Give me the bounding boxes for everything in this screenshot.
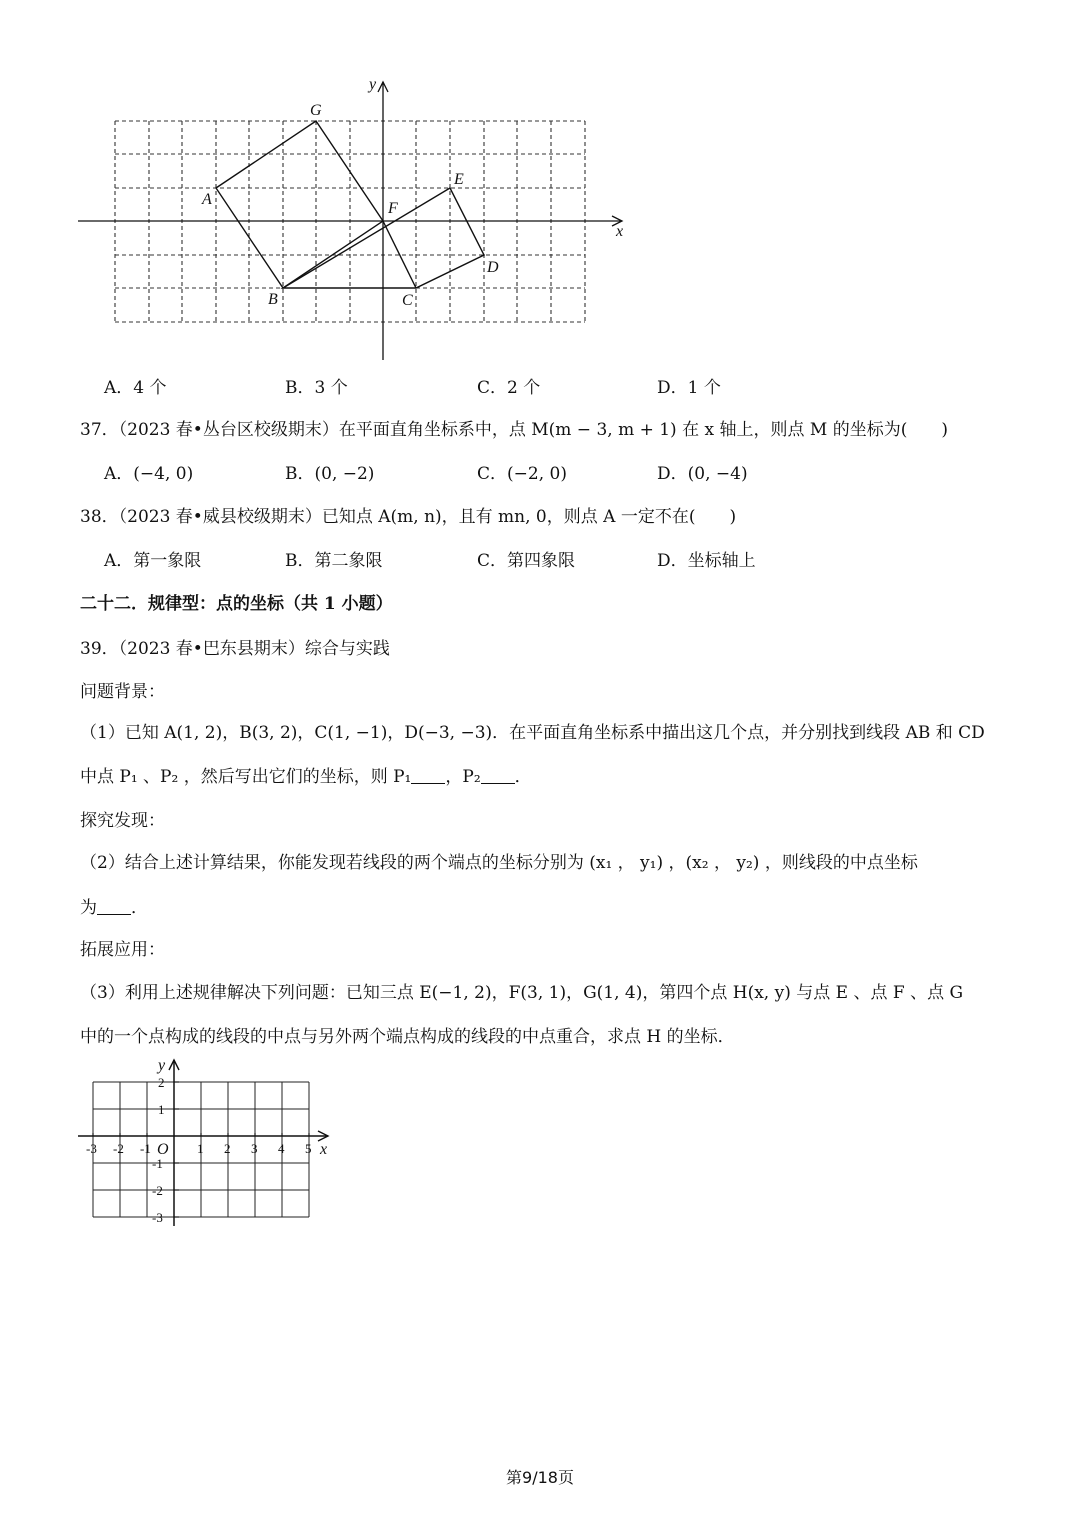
fig1-point-c: C	[402, 292, 413, 309]
q36-option-c[interactable]: C．2 个	[477, 378, 541, 398]
fig2-x-tick-label: -2	[113, 1141, 124, 1156]
fig1-point-f: F	[388, 200, 398, 217]
fig2-origin-label: O	[157, 1141, 169, 1158]
section-title: 二十二．规律型：点的坐标（共 1 小题）	[80, 594, 393, 614]
q36-option-a[interactable]: A．4 个	[104, 378, 167, 398]
fig2-y-tick-label: 2	[158, 1075, 165, 1090]
fig2-y-tick-label: -3	[152, 1210, 163, 1225]
fig2-y-tick-label: 1	[158, 1102, 165, 1117]
fig1-point-b: B	[268, 291, 278, 308]
fig2-axis-x-label: x	[320, 1141, 328, 1158]
q36-option-d[interactable]: D．1 个	[657, 378, 721, 398]
q39-part1-text-a: 中点 P₁ 、P₂ ，然后写出它们的坐标，则 P₁	[80, 767, 412, 787]
q39-heading-background: 问题背景：	[80, 682, 165, 702]
q38-option-b[interactable]: B．第二象限	[285, 551, 383, 571]
q37-stem: 37．（2023 春•丛台区校级期末）在平面直角坐标系中，点 M(m − 3, m + 1) 在 x 轴上，则点 M 的坐标为( )	[80, 420, 948, 440]
q39-heading-explore: 探究发现：	[80, 811, 165, 831]
fig1-point-a: A	[202, 191, 212, 208]
q39-part3-line2: 中的一个点构成的线段的中点与另外两个端点构成的线段的中点重合，求点 H 的坐标．	[80, 1027, 735, 1047]
q38-option-c[interactable]: C．第四象限	[477, 551, 576, 571]
q37-option-c[interactable]: C．(−2, 0)	[477, 464, 567, 484]
fig2-x-tick-label: 4	[278, 1141, 285, 1156]
fig2-x-tick-label: 5	[305, 1141, 312, 1156]
q39-part1-line1: （1）已知 A(1, 2)，B(3, 2)，C(1, −1)，D(−3, −3)．在平面直角坐标系中描出这几个点，并分别找到线段 AB 和 CD	[80, 723, 985, 743]
fig2-axis-y-label: y	[158, 1057, 166, 1074]
q39-part2-text-a: 为	[80, 898, 97, 918]
q39-part2-text-b: ．	[131, 898, 148, 918]
q39-stem: 39．（2023 春•巴东县期末）综合与实践	[80, 639, 390, 659]
q37-option-b[interactable]: B．(0, −2)	[285, 464, 375, 484]
q37-option-a[interactable]: A．(−4, 0)	[104, 464, 194, 484]
fig1-point-e: E	[454, 171, 464, 188]
page-number: 第9/18页	[506, 1468, 574, 1487]
q36-option-b[interactable]: B．3 个	[285, 378, 348, 398]
q39-heading-extend: 拓展应用：	[80, 940, 165, 960]
q39-part1-text-c: ．	[514, 767, 532, 787]
fig1-axis-y-label: y	[369, 76, 377, 93]
fig1-point-d: D	[487, 259, 499, 276]
fig2-x-tick-label: -1	[140, 1141, 151, 1156]
fig1-point-g: G	[310, 102, 322, 119]
fig2-x-tick-label: -3	[86, 1141, 97, 1156]
fig2-x-tick-label: 1	[197, 1141, 204, 1156]
fig2-y-tick-label: -2	[152, 1183, 163, 1198]
fig2-y-tick-label: -1	[152, 1156, 163, 1171]
q38-option-d[interactable]: D．坐标轴上	[657, 551, 756, 571]
q38-option-a[interactable]: A．第一象限	[104, 551, 202, 571]
q39-part2-line1: （2）结合上述计算结果，你能发现若线段的两个端点的坐标分别为 (x₁ ， y₁) ，(x₂ ， y₂) ，则线段的中点坐标	[80, 853, 918, 873]
fig2-x-tick-label: 2	[224, 1141, 231, 1156]
q37-option-d[interactable]: D．(0, −4)	[657, 464, 748, 484]
fig2-x-tick-label: 3	[251, 1141, 258, 1156]
q38-stem: 38．（2023 春•威县校级期末）已知点 A(m, n)，且有 mn, 0，则点 A 一定不在( )	[80, 507, 737, 527]
q39-part3-line1: （3）利用上述规律解决下列问题：已知三点 E(−1, 2)，F(3, 1)，G(1, 4)，第四个点 H(x, y) 与点 E 、点 F 、点 G	[80, 983, 964, 1003]
q39-part1-text-b: ，P₂	[445, 767, 481, 787]
fig1-axis-x-label: x	[616, 223, 624, 240]
